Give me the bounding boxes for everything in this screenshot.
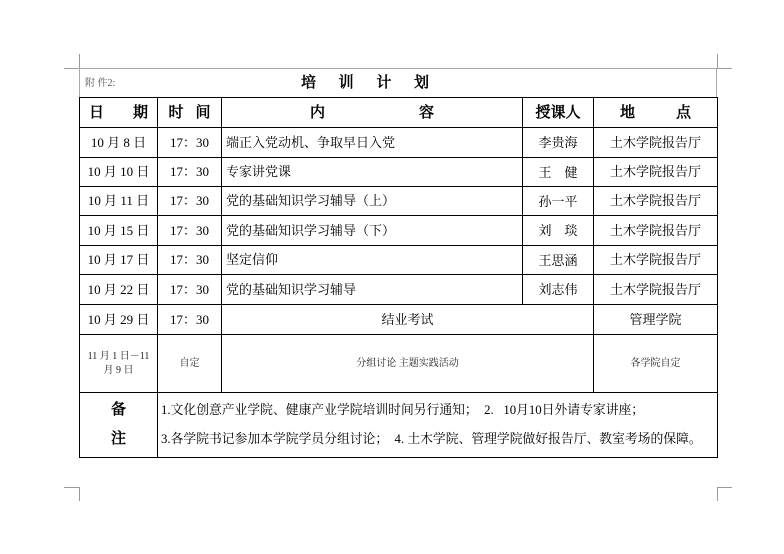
crop-mark-bottom-left-h (64, 487, 79, 488)
crop-mark-top-left-v (79, 54, 80, 68)
date-cell: 10 月 10 日 (80, 158, 158, 187)
crop-mark-top-right-v (717, 54, 718, 68)
time-cell: 17：30 (158, 158, 222, 187)
notes-label-line-1: 备 (110, 402, 126, 418)
date-line-2: 月 9 日 (103, 364, 134, 376)
date-line-1: 11 月 1 日－11 (87, 350, 150, 362)
notes-label-line-2: 注 (110, 431, 126, 447)
crop-mark-bottom-right-h (717, 487, 732, 488)
lecturer-cell (523, 246, 594, 275)
date-cell: 10 月 8 日 (80, 128, 158, 158)
lecturer-name: 刘 琰 (538, 223, 578, 238)
notes-content-cell (158, 393, 718, 458)
table-row (80, 128, 718, 158)
content-cell: 党的基础知识学习辅导 (222, 275, 523, 305)
location-cell: 各学院自定 (594, 335, 718, 393)
crop-mark-bottom-left-v (79, 487, 80, 501)
date-cell (80, 335, 158, 393)
header-time (158, 98, 222, 128)
time-cell: 17：30 (158, 246, 222, 275)
lecturer-name: 李贵海 (538, 135, 578, 150)
location-cell: 土木学院报告厅 (594, 275, 718, 305)
header-date-label: 日 期 (89, 104, 148, 121)
time-cell: 17：30 (158, 216, 222, 246)
content-cell: 结业考试 (222, 305, 594, 335)
lecturer-cell (523, 158, 594, 187)
content-cell: 专家讲党课 (222, 158, 523, 187)
content-cell: 分组讨论 主题实践活动 (222, 335, 594, 393)
date-cell: 10 月 11 日 (80, 187, 158, 216)
header-row (80, 98, 718, 128)
content-cell: 端正入党动机、争取早日入党 (222, 128, 523, 158)
location-cell: 管理学院 (594, 305, 718, 335)
time-cell: 17：30 (158, 187, 222, 216)
location-cell: 土木学院报告厅 (594, 158, 718, 187)
date-cell: 10 月 15 日 (80, 216, 158, 246)
location-cell: 土木学院报告厅 (594, 128, 718, 158)
header-lecturer: 授课人 (523, 98, 594, 128)
schedule-table (79, 97, 718, 458)
document-title: 培 训 计 划 (301, 75, 429, 91)
header-location (594, 98, 718, 128)
lecturer-name: 孙一平 (538, 193, 578, 209)
crop-mark-top-left-h (64, 68, 79, 69)
table-row (80, 246, 718, 275)
crop-mark-bottom-right-v (717, 487, 718, 501)
lecturer-name: 刘志伟 (538, 282, 578, 297)
lecturer-name: 王 健 (538, 164, 578, 180)
notes-line-2: 3.各学院书记参加本学院学员分组讨论； 4. 土木学院、管理学院做好报告厅、教室考场的保障。 (161, 432, 702, 446)
crop-mark-top-right-h (717, 68, 732, 69)
attachment-label: 附 件2: (85, 78, 116, 89)
location-cell: 土木学院报告厅 (594, 187, 718, 216)
lecturer-cell (523, 128, 594, 158)
exam-row (80, 305, 718, 335)
activity-row (80, 335, 718, 393)
header-time-label: 时 间 (168, 104, 211, 121)
header-location-label: 地 点 (620, 104, 691, 121)
table-row (80, 187, 718, 216)
table-row (80, 275, 718, 305)
location-cell: 土木学院报告厅 (594, 216, 718, 246)
lecturer-cell (523, 187, 594, 216)
table-row (80, 216, 718, 246)
header-content-label: 内 容 (310, 104, 434, 121)
date-cell: 10 月 22 日 (80, 275, 158, 305)
time-cell: 17：30 (158, 275, 222, 305)
title-row (79, 68, 717, 97)
notes-line-1: 1.文化创意产业学院、健康产业学院培训时间另行通知； 2. 10月10日外请专家讲座； (161, 403, 645, 417)
header-date (80, 98, 158, 128)
location-cell: 土木学院报告厅 (594, 246, 718, 275)
time-cell: 自定 (158, 335, 222, 393)
time-cell: 17：30 (158, 128, 222, 158)
content-cell: 坚定信仰 (222, 246, 523, 275)
content-cell: 党的基础知识学习辅导（上） (222, 187, 523, 216)
content-cell: 党的基础知识学习辅导（下） (222, 216, 523, 246)
lecturer-cell (523, 216, 594, 246)
lecturer-name: 王思涵 (538, 252, 578, 268)
date-cell: 10 月 17 日 (80, 246, 158, 275)
notes-label-cell (80, 393, 158, 458)
table-row (80, 158, 718, 187)
date-cell: 10 月 29 日 (80, 305, 158, 335)
notes-row (80, 393, 718, 458)
header-content (222, 98, 523, 128)
time-cell: 17：30 (158, 305, 222, 335)
lecturer-cell (523, 275, 594, 305)
